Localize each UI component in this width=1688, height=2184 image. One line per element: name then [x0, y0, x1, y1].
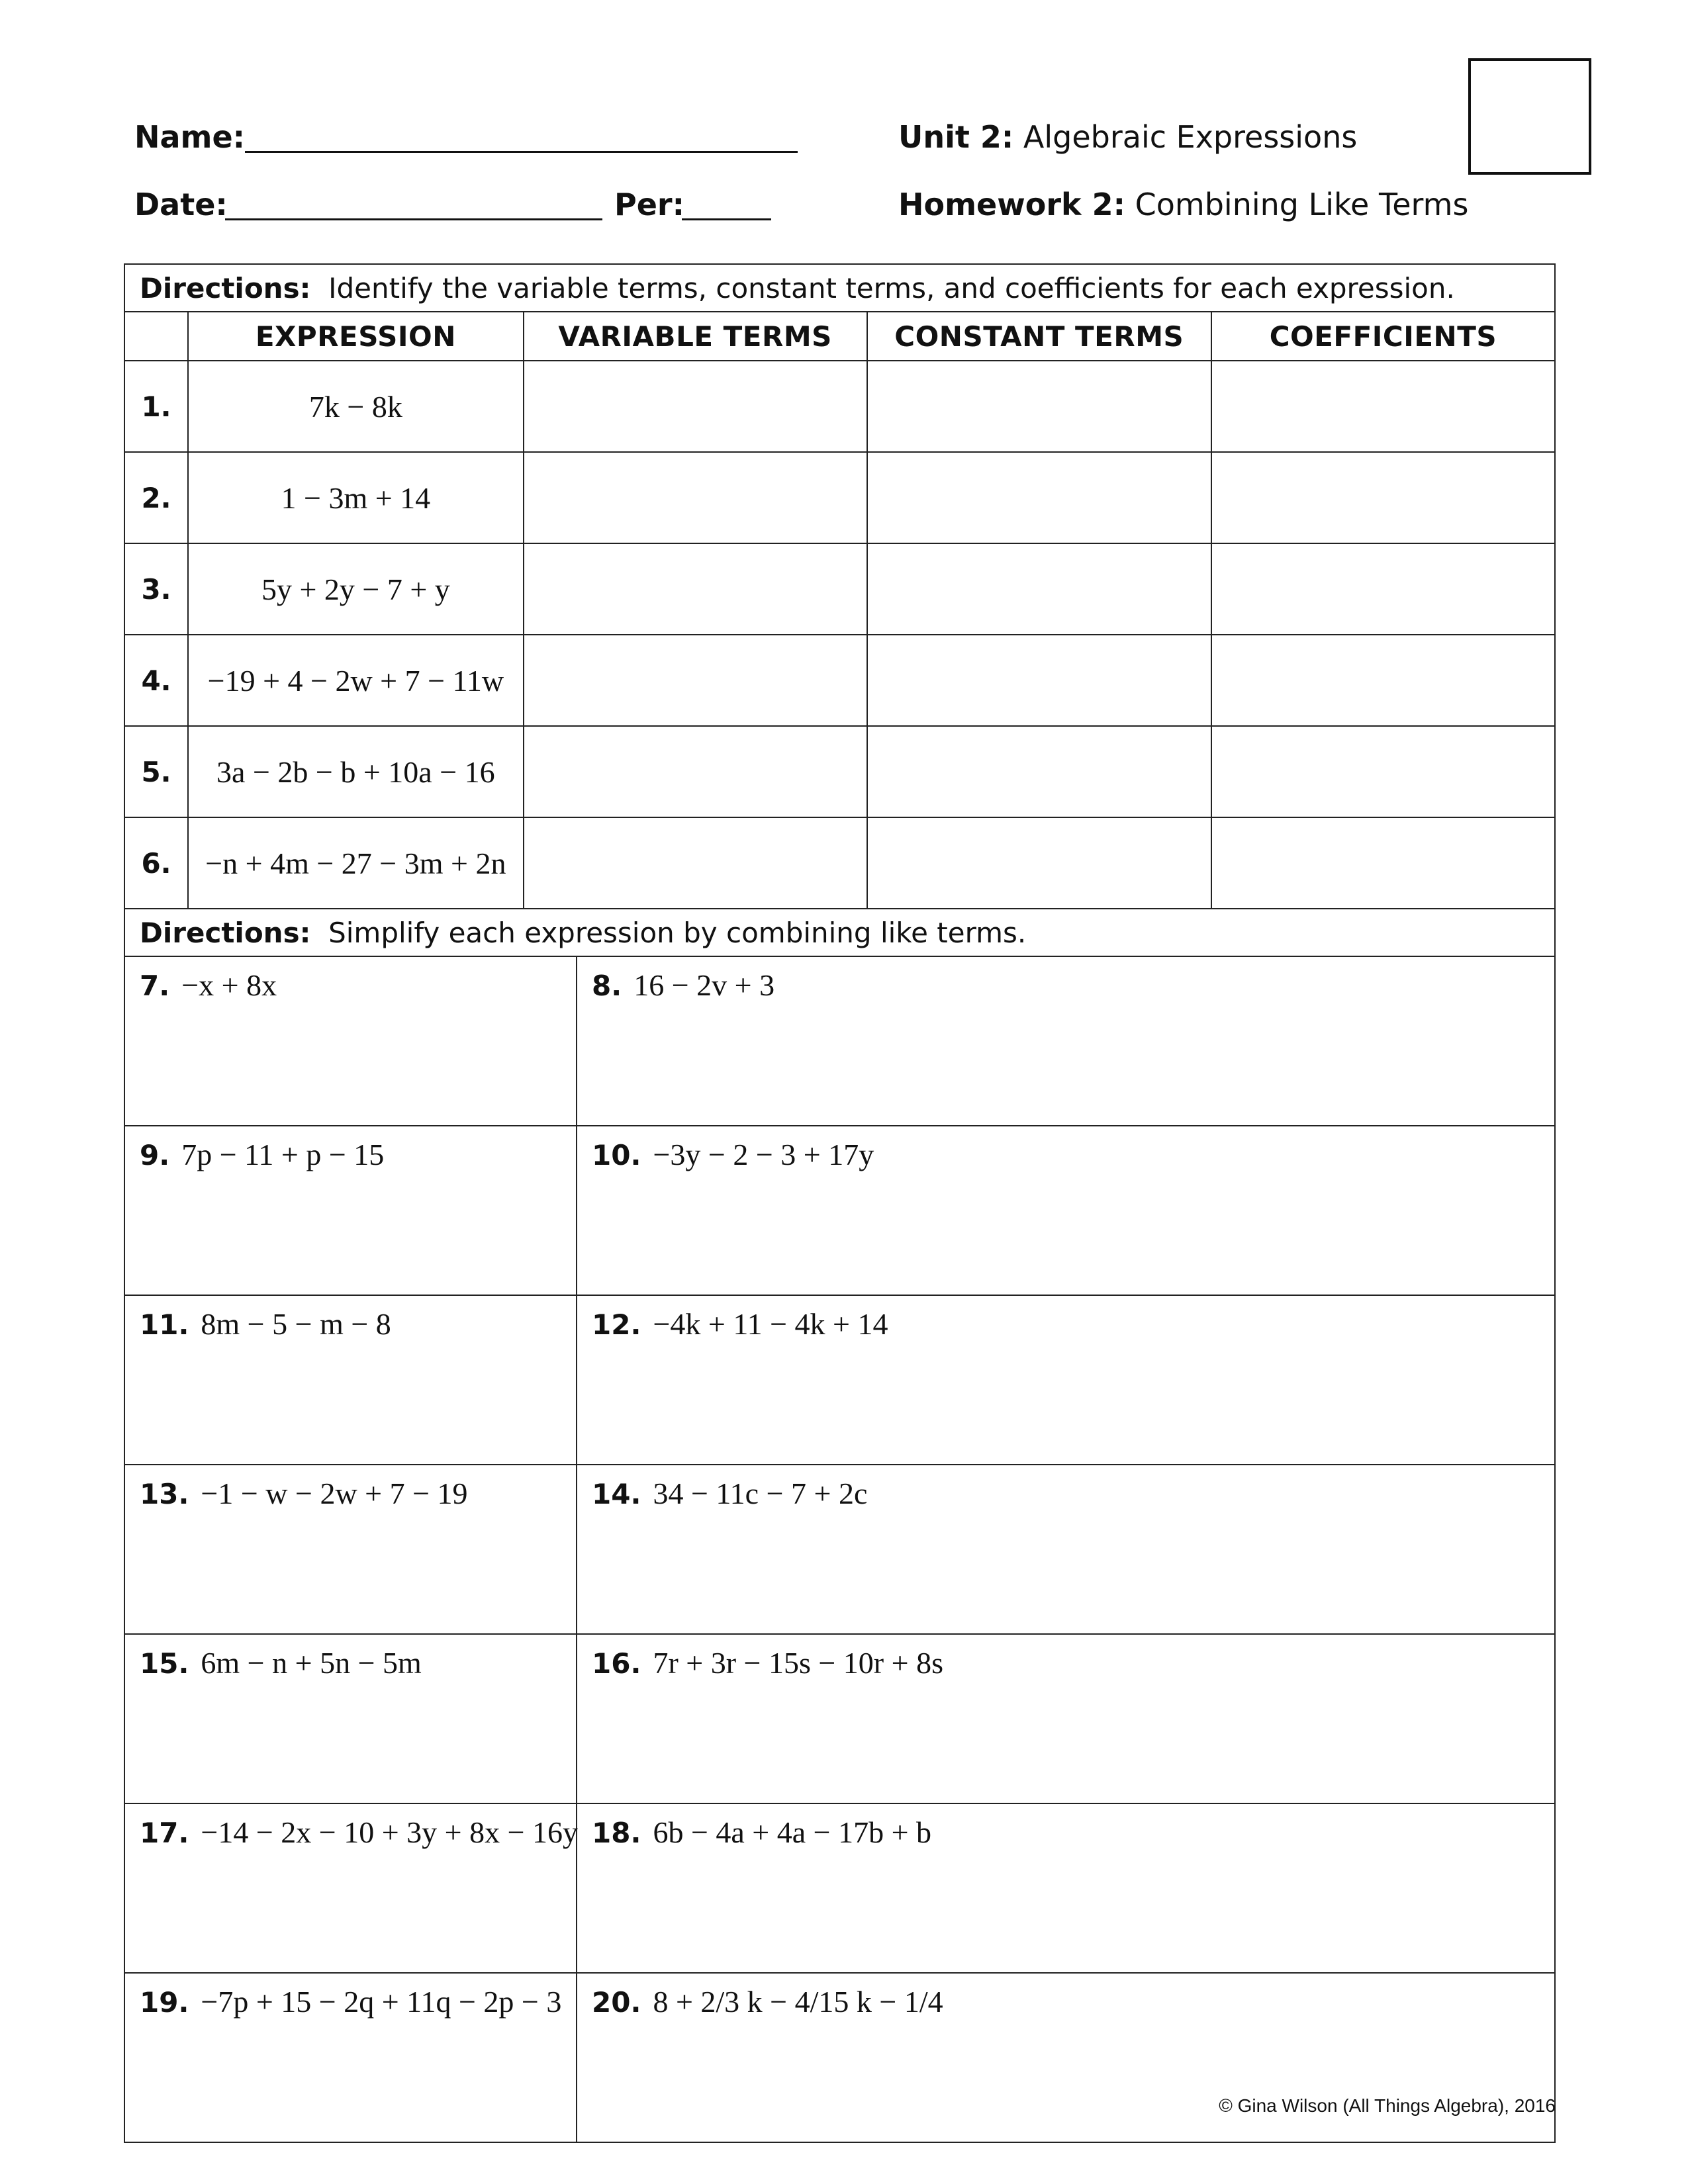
problem-expression: 6m − n + 5n − 5m	[201, 1646, 422, 1680]
coefficients-answer[interactable]	[1211, 361, 1555, 452]
problem-cell[interactable]	[577, 1465, 1555, 1634]
part1-directions	[124, 264, 1555, 312]
problem-number: 5.	[124, 726, 188, 817]
column-header-row	[124, 312, 1555, 361]
constant-terms-answer[interactable]	[867, 635, 1211, 726]
variable-terms-answer[interactable]	[524, 452, 867, 543]
worksheet-table	[124, 263, 1556, 2143]
problem-number: 16.	[592, 1647, 641, 1680]
coefficients-answer[interactable]	[1211, 452, 1555, 543]
problem-cell[interactable]	[577, 1295, 1555, 1465]
problem-number: 20.	[592, 1986, 641, 2019]
coefficients-answer[interactable]	[1211, 543, 1555, 635]
table-row	[124, 361, 1555, 452]
problem-number: 19.	[140, 1986, 189, 2019]
variable-terms-answer[interactable]	[524, 361, 867, 452]
unit-label: Unit 2:	[898, 119, 1014, 155]
problem-expression: −19 + 4 − 2w + 7 − 11w	[188, 635, 524, 726]
table-row	[124, 817, 1555, 909]
problem-cell[interactable]	[124, 1973, 577, 2142]
problem-expression: 16 − 2v + 3	[633, 968, 775, 1002]
problem-expression: −7p + 15 − 2q + 11q − 2p − 3	[201, 1985, 562, 2019]
name-label: Name:	[134, 119, 246, 155]
number-column-header	[124, 312, 188, 361]
table-row	[124, 956, 1555, 1126]
part1-directions-text: Identify the variable terms, constant terms, and coefficients for each expression.	[328, 271, 1455, 304]
problem-expression: 3a − 2b − b + 10a − 16	[188, 726, 524, 817]
problem-cell[interactable]	[577, 1634, 1555, 1803]
score-box[interactable]	[1468, 58, 1591, 175]
table-row	[124, 452, 1555, 543]
problem-number: 11.	[140, 1308, 189, 1341]
coefficients-answer[interactable]	[1211, 817, 1555, 909]
constant-terms-column-header: CONSTANT TERMS	[867, 312, 1211, 361]
problem-expression: 7k − 8k	[188, 361, 524, 452]
variable-terms-answer[interactable]	[524, 726, 867, 817]
problem-expression: 1 − 3m + 14	[188, 452, 524, 543]
table-row	[124, 1973, 1555, 2142]
problem-expression: −4k + 11 − 4k + 14	[653, 1307, 888, 1341]
problem-number: 2.	[124, 452, 188, 543]
part2-directions-text: Simplify each expression by combining like terms.	[328, 916, 1027, 949]
variable-terms-answer[interactable]	[524, 635, 867, 726]
date-field[interactable]	[225, 218, 602, 220]
table-row	[124, 635, 1555, 726]
problem-number: 13.	[140, 1478, 189, 1510]
problem-cell[interactable]	[577, 1803, 1555, 1973]
problem-number: 6.	[124, 817, 188, 909]
problem-expression: −x + 8x	[181, 968, 277, 1002]
variable-terms-answer[interactable]	[524, 817, 867, 909]
problem-expression: 8 + 2/3 k − 4/15 k − 1/4	[653, 1985, 943, 2019]
problem-expression: 7p − 11 + p − 15	[181, 1138, 385, 1171]
problem-number: 3.	[124, 543, 188, 635]
problem-number: 4.	[124, 635, 188, 726]
homework-title: Combining Like Terms	[1135, 187, 1469, 222]
problem-expression: −3y − 2 − 3 + 17y	[653, 1138, 874, 1171]
problem-expression: −1 − w − 2w + 7 − 19	[201, 1477, 468, 1510]
problem-expression: −n + 4m − 27 − 3m + 2n	[188, 817, 524, 909]
coefficients-answer[interactable]	[1211, 726, 1555, 817]
problem-cell[interactable]	[577, 956, 1555, 1126]
problem-number: 8.	[592, 970, 622, 1002]
name-field[interactable]	[245, 151, 798, 153]
variable-terms-answer[interactable]	[524, 543, 867, 635]
part2-directions	[124, 909, 1555, 956]
constant-terms-answer[interactable]	[867, 361, 1211, 452]
table-row	[124, 543, 1555, 635]
problem-expression: 8m − 5 − m − 8	[201, 1307, 391, 1341]
coefficients-answer[interactable]	[1211, 635, 1555, 726]
problem-expression: −14 − 2x − 10 + 3y + 8x − 16y	[201, 1815, 579, 1849]
problem-number: 7.	[140, 970, 170, 1002]
problem-cell[interactable]	[124, 1803, 577, 1973]
problem-number: 14.	[592, 1478, 641, 1510]
problem-number: 10.	[592, 1139, 641, 1171]
homework-heading	[898, 187, 1468, 222]
unit-title: Algebraic Expressions	[1023, 119, 1358, 155]
problem-cell[interactable]	[124, 1295, 577, 1465]
copyright-footer: © Gina Wilson (All Things Algebra), 2016	[1219, 2095, 1556, 2116]
problem-cell[interactable]	[577, 1973, 1555, 2142]
table-row	[124, 1634, 1555, 1803]
table-row	[124, 1465, 1555, 1634]
problem-cell[interactable]	[124, 956, 577, 1126]
coefficients-column-header: COEFFICIENTS	[1211, 312, 1555, 361]
problem-expression: 7r + 3r − 15s − 10r + 8s	[653, 1646, 943, 1680]
problem-number: 15.	[140, 1647, 189, 1680]
table-row	[124, 1295, 1555, 1465]
problem-expression: 5y + 2y − 7 + y	[188, 543, 524, 635]
problem-number: 18.	[592, 1817, 641, 1849]
problem-expression: 34 − 11c − 7 + 2c	[653, 1477, 868, 1510]
part1-directions-label: Directions:	[140, 271, 311, 304]
expression-column-header: EXPRESSION	[188, 312, 524, 361]
constant-terms-answer[interactable]	[867, 817, 1211, 909]
constant-terms-answer[interactable]	[867, 452, 1211, 543]
problem-cell[interactable]	[124, 1465, 577, 1634]
problem-number: 1.	[124, 361, 188, 452]
problem-number: 9.	[140, 1139, 170, 1171]
period-field[interactable]	[682, 218, 771, 220]
variable-terms-column-header: VARIABLE TERMS	[524, 312, 867, 361]
unit-heading	[898, 119, 1357, 155]
table-row	[124, 1126, 1555, 1295]
problem-number: 12.	[592, 1308, 641, 1341]
part2-directions-label: Directions:	[140, 916, 311, 949]
table-row	[124, 726, 1555, 817]
problem-number: 17.	[140, 1817, 189, 1849]
problem-cell[interactable]	[124, 1126, 577, 1295]
problem-cell[interactable]	[577, 1126, 1555, 1295]
homework-label: Homework 2:	[898, 187, 1126, 222]
date-label: Date:	[134, 187, 228, 222]
constant-terms-answer[interactable]	[867, 726, 1211, 817]
problem-cell[interactable]	[124, 1634, 577, 1803]
table-row	[124, 1803, 1555, 1973]
per-label: Per:	[614, 187, 684, 222]
problem-expression: 6b − 4a + 4a − 17b + b	[653, 1815, 932, 1849]
constant-terms-answer[interactable]	[867, 543, 1211, 635]
